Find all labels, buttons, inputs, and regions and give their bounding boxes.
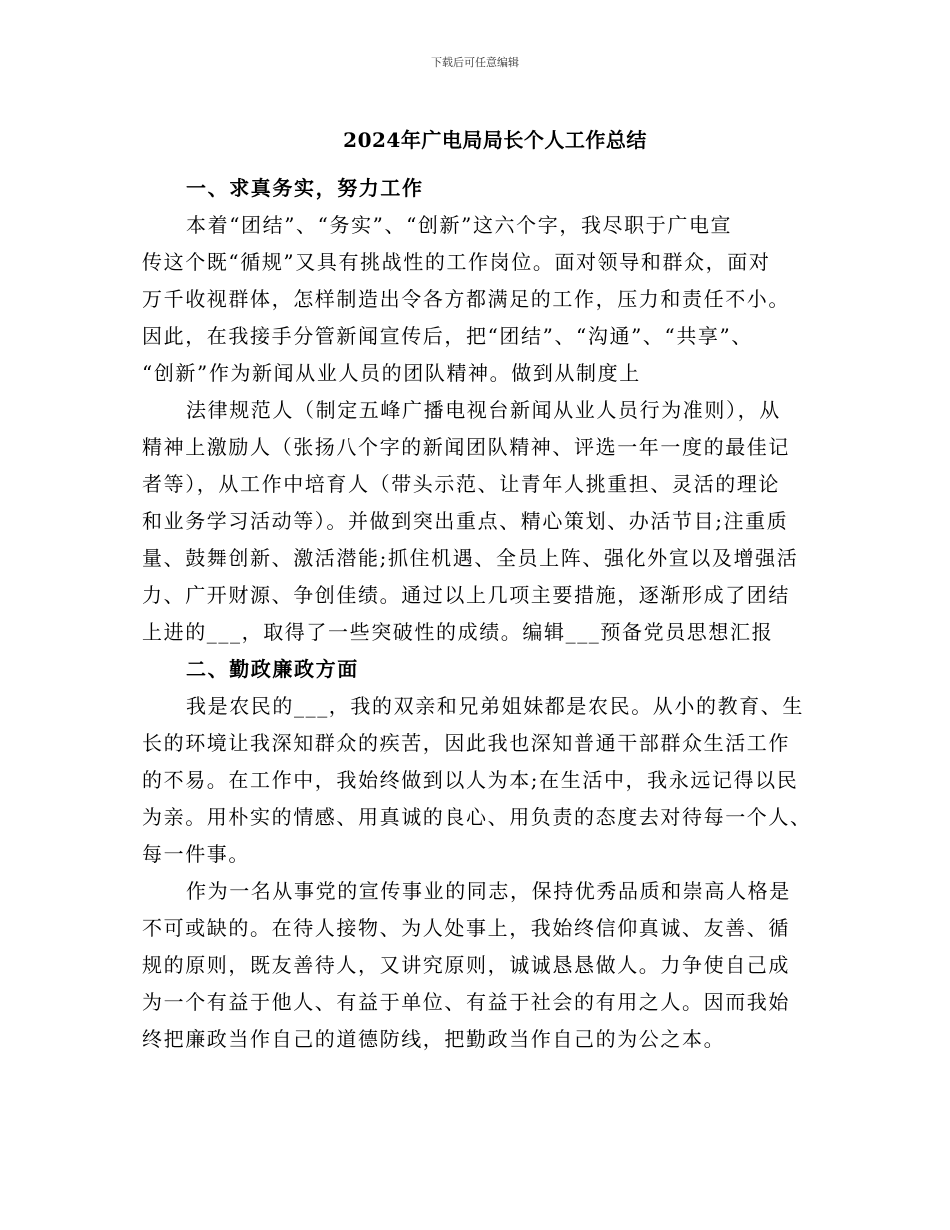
text-line: 量、鼓舞创新、激活潜能;抓住机遇、全员上阵、强化外宣以及增强活: [142, 546, 799, 570]
text-line: 作为一名从事党的宣传事业的同志，保持优秀品质和崇高人格是: [186, 879, 791, 903]
paragraph: [142, 873, 832, 1058]
text-line: 每一件事。: [142, 842, 250, 866]
text-line: 传这个既“循规”又具有挑战性的工作岗位。面对领导和群众，面对: [142, 250, 771, 274]
section-heading-1: 一、求真务实，努力工作: [186, 176, 424, 200]
text-line: 本着“团结”、“务实”、“创新”这六个字，我尽职于广电宣: [186, 213, 733, 237]
text-line: 和业务学习活动等）。并做到突出重点、精心策划、办活节目;注重质: [142, 509, 789, 533]
text-line: 为一个有益于他人、有益于单位、有益于社会的有用之人。因而我始: [142, 990, 790, 1014]
text-line: 因此，在我接手分管新闻宣传后，把“团结”、“沟通”、“共享”、: [142, 324, 753, 348]
text-line: 万千收视群体，怎样制造出令各方都满足的工作，压力和责任不小。: [142, 287, 790, 311]
section-heading-2: 二、勤政廉政方面: [186, 657, 359, 681]
text-line: 力、广开财源、争创佳绩。通过以上几项主要措施，逐渐形成了团结: [142, 583, 790, 607]
text-line: 的不易。在工作中，我始终做到以人为本;在生活中，我永远记得以民: [142, 768, 799, 792]
text-line: 法律规范人（制定五峰广播电视台新闻从业人员行为准则），从: [186, 398, 781, 422]
text-line: 精神上激励人（张扬八个字的新闻团队精神、评选一年一度的最佳记: [142, 435, 790, 459]
text-line: 我是农民的___，我的双亲和兄弟姐妹都是农民。从小的教育、生: [186, 694, 804, 718]
text-line: 规的原则，既友善待人，又讲究原则，诚诚恳恳做人。力争使自己成: [142, 953, 790, 977]
paragraph: [142, 207, 832, 392]
text-line: 长的环境让我深知群众的疾苦，因此我也深知普通干部群众生活工作: [142, 731, 790, 755]
text-line: 不可或缺的。在待人接物、为人处事上，我始终信仰真诚、友善、循: [142, 916, 790, 940]
paragraph: [142, 688, 832, 873]
document-title: 2024年广电局局长个人工作总结: [343, 128, 647, 152]
text-line: “创新”作为新闻从业人员的团队精神。做到从制度上: [142, 361, 641, 385]
document-body: [142, 170, 832, 1058]
header-note: 下载后可任意编辑: [431, 56, 519, 69]
text-line: 者等），从工作中培育人（带头示范、让青年人挑重担、灵活的理论: [142, 472, 780, 496]
paragraph: [142, 392, 832, 651]
text-line: 为亲。用朴实的情感、用真诚的良心、用负责的态度去对待每一个人、: [142, 805, 812, 829]
text-line: 上进的___，取得了一些突破性的成绩。编辑___预备党员思想汇报: [142, 620, 774, 644]
text-line: 终把廉政当作自己的道德防线，把勤政当作自己的为公之本。: [142, 1027, 726, 1051]
